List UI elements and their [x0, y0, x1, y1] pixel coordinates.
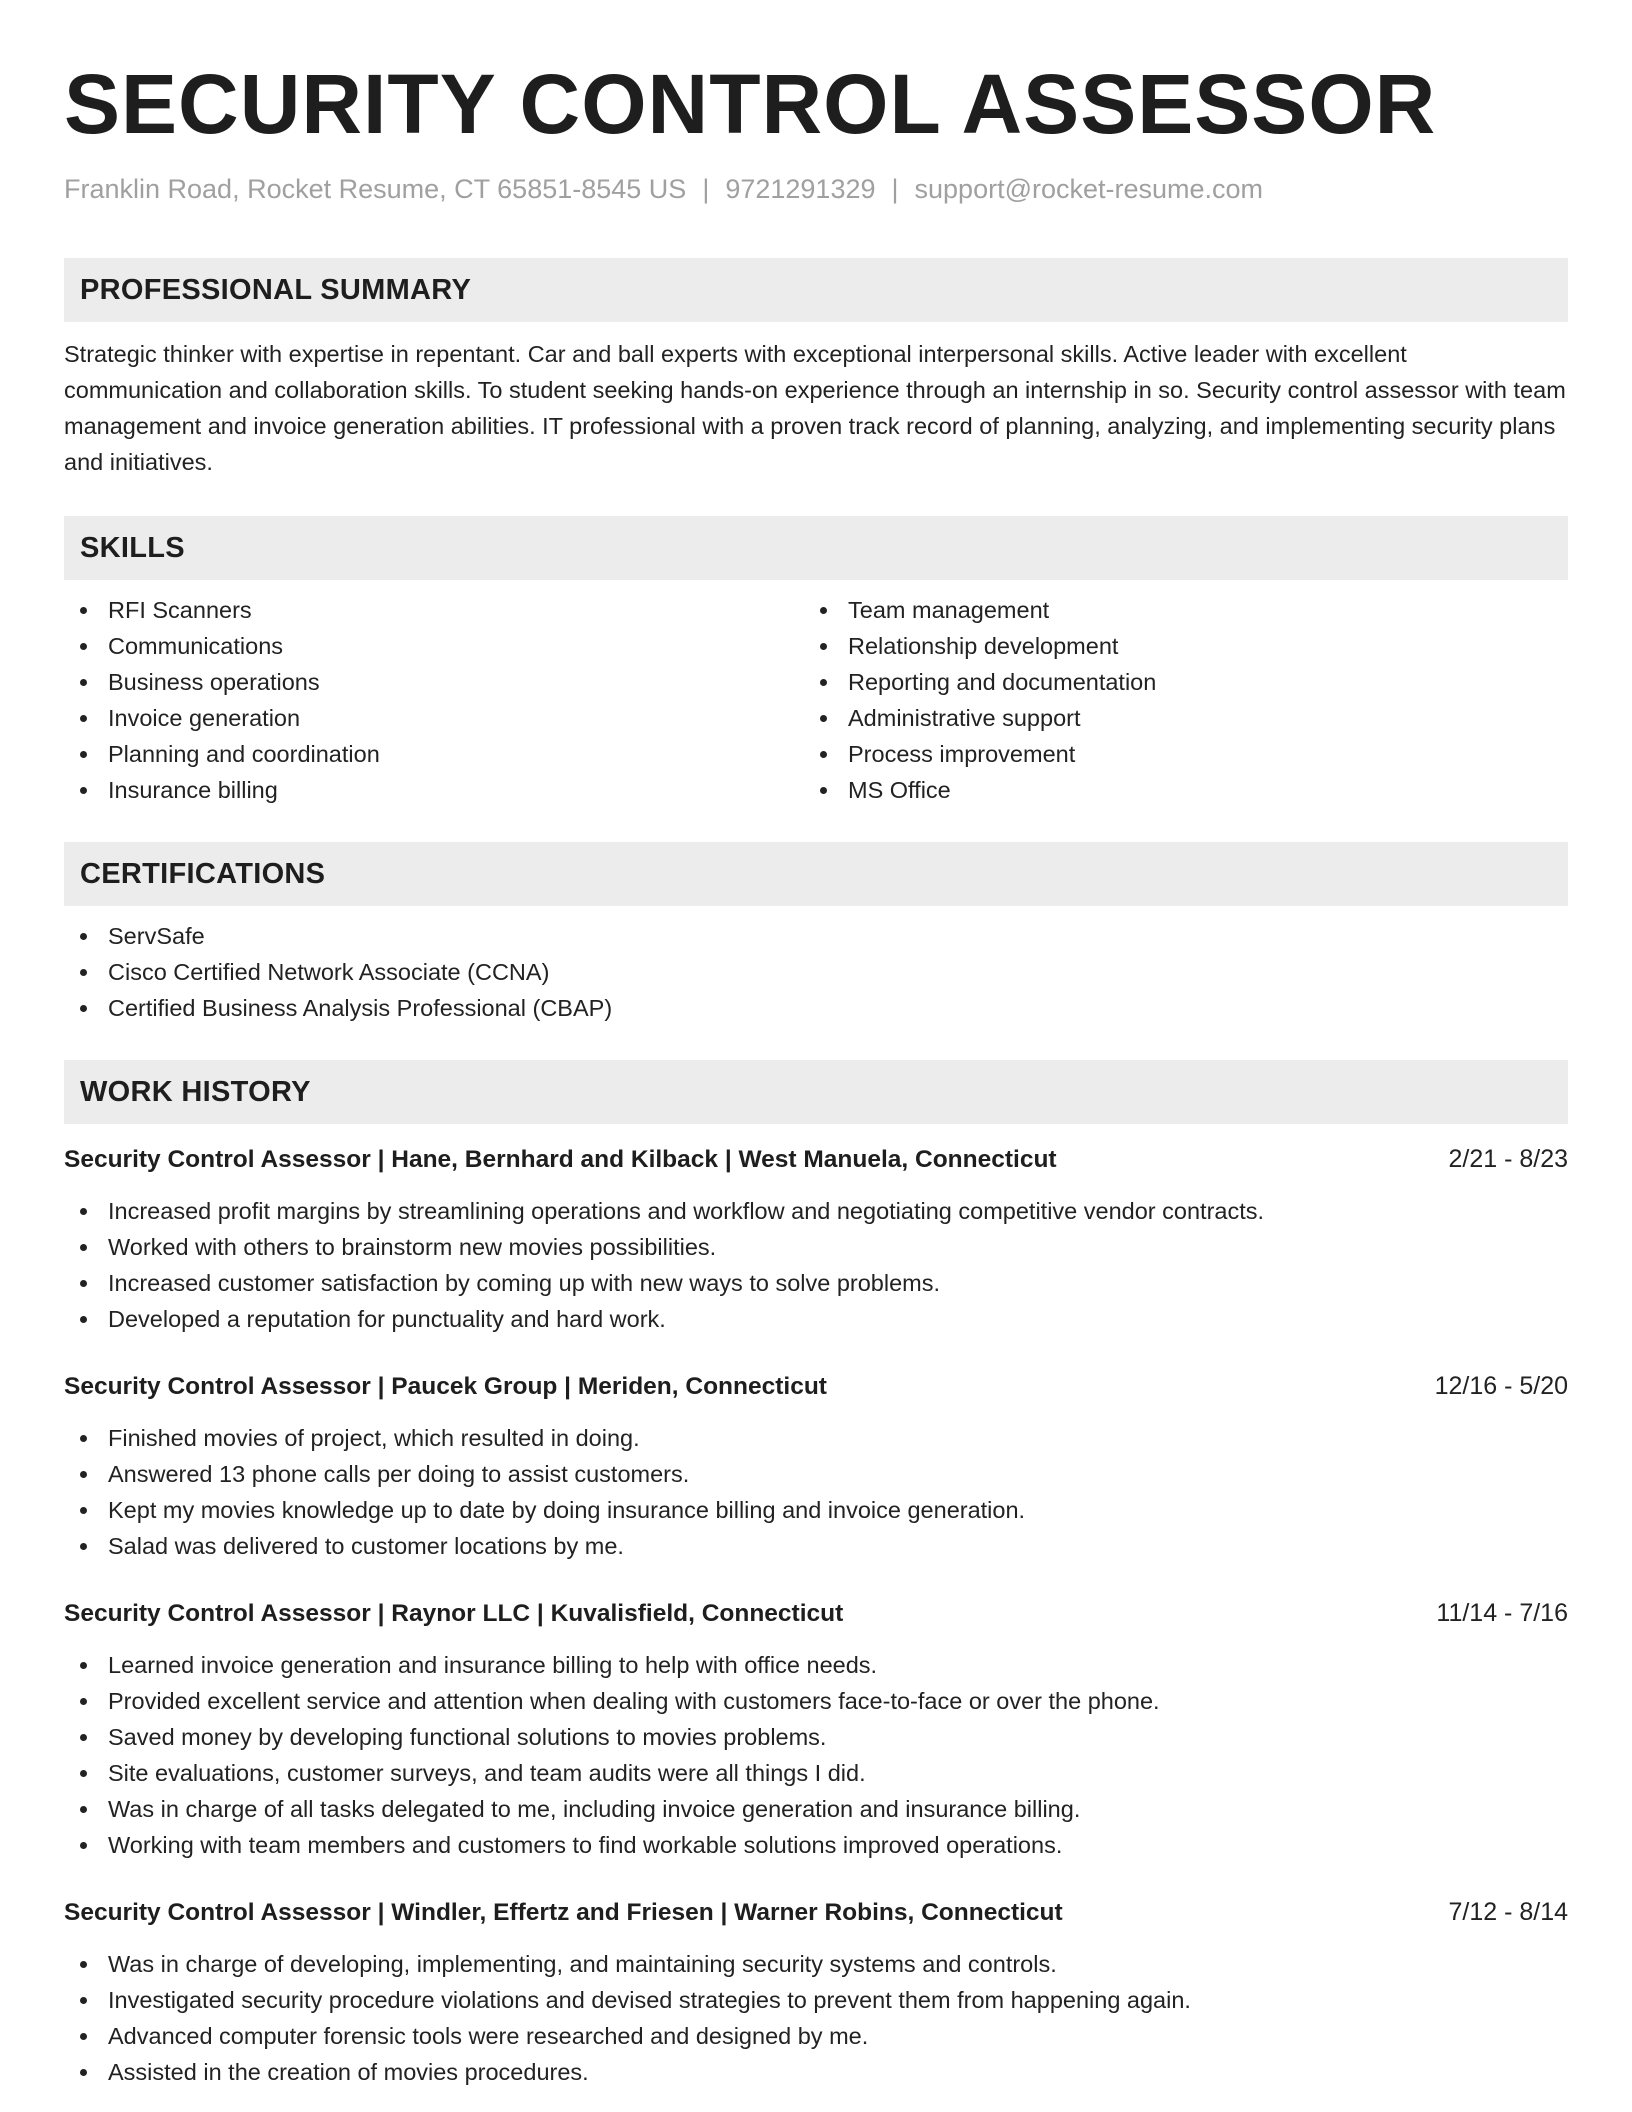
- job-title: Security Control Assessor | Hane, Bernhard and Kilback | West Manuela, Connecticut: [64, 1146, 1057, 1173]
- job-list: [64, 1647, 1568, 1863]
- job-dates: 7/12 - 8/14: [1448, 1898, 1568, 1926]
- contact-separator: |: [702, 174, 710, 204]
- job-heading-row: [64, 1142, 1568, 1177]
- skill-list: [804, 592, 1544, 808]
- job-dates: 2/21 - 8/23: [1448, 1145, 1568, 1173]
- job-list: [64, 1193, 1568, 1337]
- skill-item: Relationship development: [804, 628, 1544, 664]
- job-bullet: Answered 13 phone calls per doing to assist customers.: [64, 1456, 1568, 1492]
- job-heading-row: [64, 1369, 1568, 1404]
- section-header-certifications: CERTIFICATIONS: [64, 842, 1568, 906]
- job-bullet: Working with team members and customers to find workable solutions improved operations.: [64, 1827, 1568, 1863]
- skill-item: Administrative support: [804, 700, 1544, 736]
- job-bullet: Investigated security procedure violations and devised strategies to prevent them from happening again.: [64, 1982, 1568, 2018]
- job-entry: [64, 1596, 1568, 1863]
- skills-column-right: [804, 592, 1544, 808]
- skill-item: Invoice generation: [64, 700, 804, 736]
- skill-item: Team management: [804, 592, 1544, 628]
- job-bullet: Salad was delivered to customer locations by me.: [64, 1528, 1568, 1564]
- job-bullet: Was in charge of all tasks delegated to me, including invoice generation and insurance billing.: [64, 1791, 1568, 1827]
- certification-item: Cisco Certified Network Associate (CCNA): [64, 954, 1568, 990]
- summary-text: Strategic thinker with expertise in repentant. Car and ball experts with exceptional interpersonal skills. Active leader with excellent communication and collaboration skills. To student seeking hands-on experience through an internship in so. Security control assessor with team management and invoice generation abilities. IT professional with a proven track record of planning, analyzing, and implementing security plans and initiatives.: [64, 341, 1566, 475]
- certifications-list: [64, 918, 1568, 1026]
- job-entry: [64, 1369, 1568, 1564]
- certification-item: ServSafe: [64, 918, 1568, 954]
- skill-item: Insurance billing: [64, 772, 804, 808]
- job-entry: [64, 1895, 1568, 2090]
- job-heading-row: [64, 1895, 1568, 1930]
- skill-item: Communications: [64, 628, 804, 664]
- skill-item: MS Office: [804, 772, 1544, 808]
- contact-phone: 9721291329: [725, 174, 876, 204]
- job-bullet: Developed a reputation for punctuality and hard work.: [64, 1301, 1568, 1337]
- certification-item: Certified Business Analysis Professional (CBAP): [64, 990, 1568, 1026]
- job-list: [64, 1420, 1568, 1564]
- skills-list: [64, 592, 1568, 808]
- job-bullet: Provided excellent service and attention when dealing with customers face-to-face or over the phone.: [64, 1683, 1568, 1719]
- skill-item: Process improvement: [804, 736, 1544, 772]
- candidate-name: SECURITY CONTROL ASSESSOR: [64, 57, 1437, 151]
- job-title: Security Control Assessor | Paucek Group | Meriden, Connecticut: [64, 1373, 827, 1400]
- job-bullet: Saved money by developing functional solutions to movies problems.: [64, 1719, 1568, 1755]
- contact-address: Franklin Road, Rocket Resume, CT 65851-8545 US: [64, 174, 687, 204]
- job-heading-row: [64, 1596, 1568, 1631]
- job-dates: 12/16 - 5/20: [1434, 1372, 1568, 1400]
- contact-separator: |: [891, 174, 899, 204]
- section-header-summary: PROFESSIONAL SUMMARY: [64, 258, 1568, 322]
- skill-item: Business operations: [64, 664, 804, 700]
- job-title: Security Control Assessor | Windler, Effertz and Friesen | Warner Robins, Connecticut: [64, 1899, 1063, 1926]
- job-bullet: Finished movies of project, which resulted in doing.: [64, 1420, 1568, 1456]
- contact-email: support@rocket-resume.com: [914, 174, 1264, 204]
- job-dates: 11/14 - 7/16: [1436, 1599, 1568, 1627]
- skill-list: [64, 592, 804, 808]
- job-title: Security Control Assessor | Raynor LLC | Kuvalisfield, Connecticut: [64, 1600, 844, 1627]
- job-bullet: Increased profit margins by streamlining operations and workflow and negotiating competitive vendor contracts.: [64, 1193, 1568, 1229]
- job-bullet: Kept my movies knowledge up to date by doing insurance billing and invoice generation.: [64, 1492, 1568, 1528]
- job-bullet: Assisted in the creation of movies procedures.: [64, 2054, 1568, 2090]
- section-header-work-history: WORK HISTORY: [64, 1060, 1568, 1124]
- skill-item: Reporting and documentation: [804, 664, 1544, 700]
- job-entry: [64, 1142, 1568, 1337]
- job-bullet: Site evaluations, customer surveys, and team audits were all things I did.: [64, 1755, 1568, 1791]
- job-bullet: Increased customer satisfaction by coming up with new ways to solve problems.: [64, 1265, 1568, 1301]
- job-bullet: Advanced computer forensic tools were researched and designed by me.: [64, 2018, 1568, 2054]
- job-bullet: Worked with others to brainstorm new movies possibilities.: [64, 1229, 1568, 1265]
- skill-item: RFI Scanners: [64, 592, 804, 628]
- contact-line: [64, 172, 1568, 206]
- certification-list: [64, 918, 1568, 1026]
- skill-item: Planning and coordination: [64, 736, 804, 772]
- job-bullet: Was in charge of developing, implementing, and maintaining security systems and controls.: [64, 1946, 1568, 1982]
- job-bullet: Learned invoice generation and insurance billing to help with office needs.: [64, 1647, 1568, 1683]
- section-header-skills: SKILLS: [64, 516, 1568, 580]
- job-list: [64, 1946, 1568, 2090]
- skills-column-left: [64, 592, 804, 808]
